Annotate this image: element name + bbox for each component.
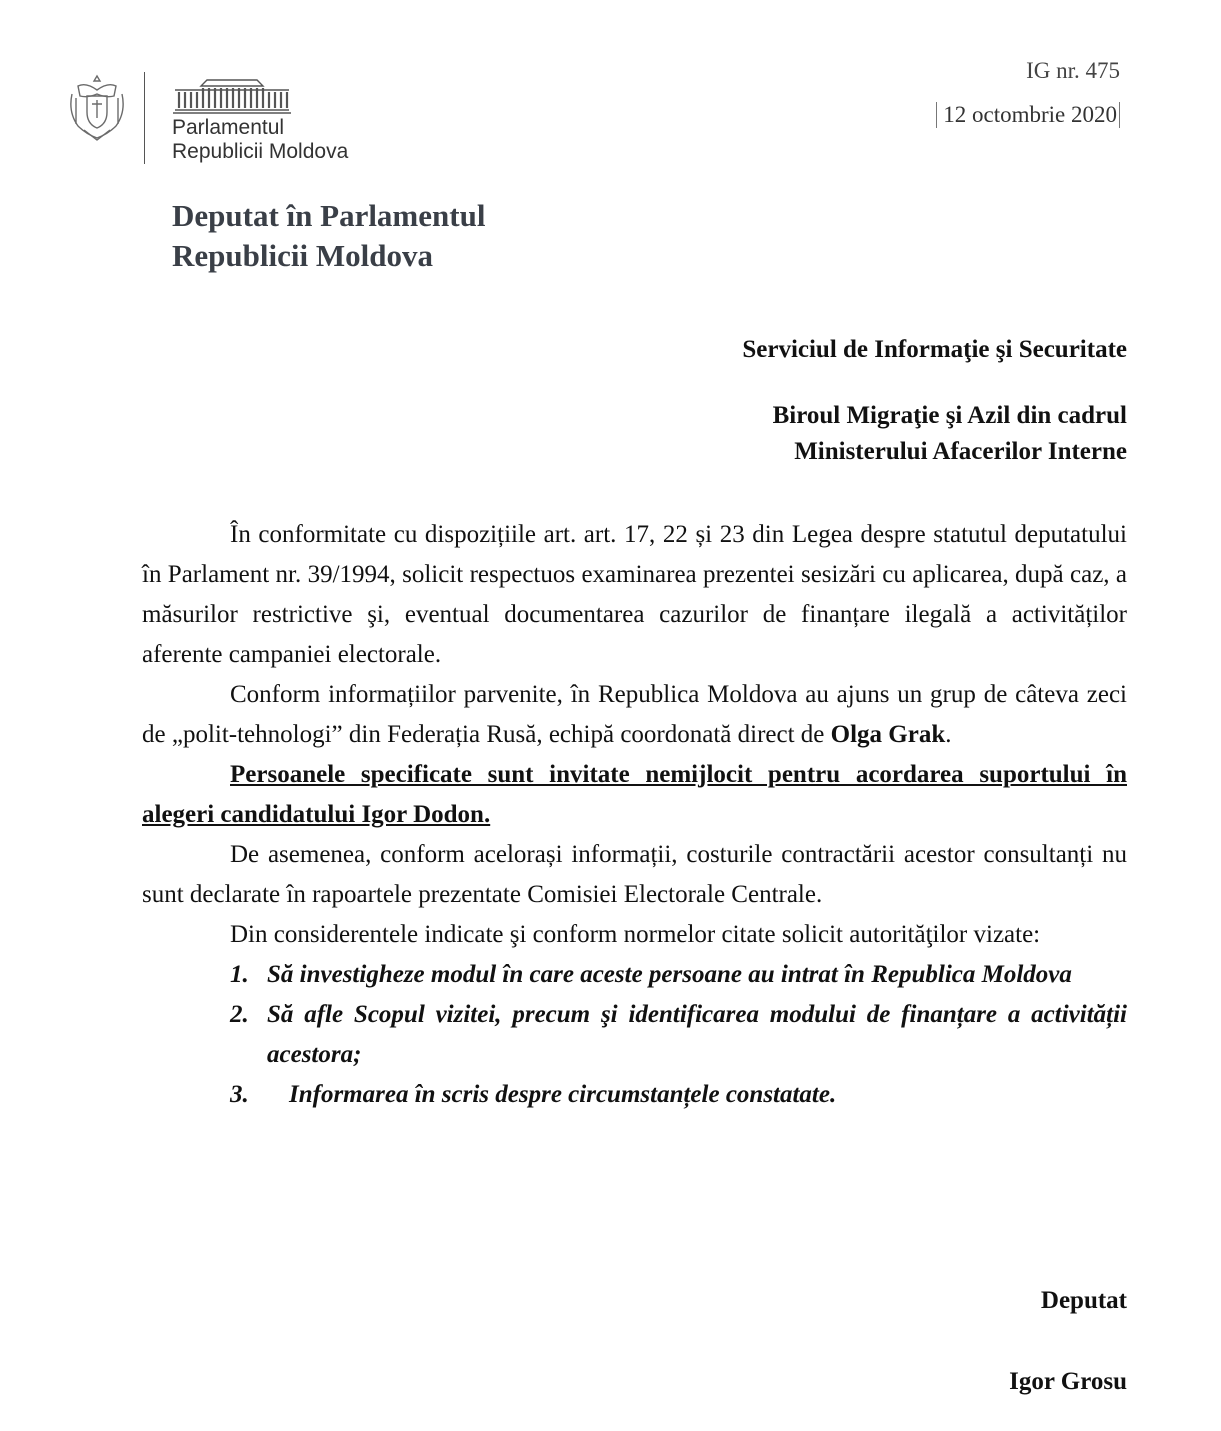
paragraph-legal-basis: În conformitate cu dispozițiile art. art. 17, 22 și 23 din Legea despre statutul deputatului în Parlament nr. 39/1994, solicit respectuos examinarea prezentei sesizări cu aplicarea, după caz, a măsurilor restrictive şi, eventual documentarea cazurilor de finanțare ilegală a activităților aferente campaniei electorale. bbox=[142, 521, 1127, 668]
recipient-sis: Serviciul de Informaţie şi Securitate bbox=[742, 336, 1127, 363]
organization-name bbox=[172, 116, 348, 164]
paragraph-costs: De asemenea, conform acelorași informații, costurile contractării acestor consultanți nu sunt declarate în rapoartele prezentate Comisiei Electorale Centrale. bbox=[142, 841, 1127, 908]
list-item bbox=[230, 1075, 1127, 1115]
reference-number: IG nr. 475 bbox=[1026, 58, 1120, 83]
header-divider bbox=[144, 72, 145, 164]
recipient-bma bbox=[773, 398, 1127, 470]
request-list bbox=[142, 955, 1127, 1115]
heading-line1: Deputat în Parlamentul bbox=[172, 198, 486, 233]
paragraph-emphasis: Persoanele specificate sunt invitate nemijlocit pentru acordarea suportului în alegeri candidatului Igor Dodon. bbox=[142, 761, 1127, 828]
list-item-text: Informarea în scris despre circumstanțele constatate. bbox=[289, 1081, 837, 1108]
list-item bbox=[230, 995, 1127, 1075]
list-item bbox=[230, 955, 1127, 995]
list-item-text: Să investigheze modul în care aceste persoane au intrat în Republica Moldova bbox=[267, 961, 1072, 988]
heading-line2: Republicii Moldova bbox=[172, 238, 433, 273]
paragraph-information-text: Conform informațiilor parvenite, în Republica Moldova au ajuns un grup de câteva zeci de „polit-tehnologi” din Federația Rusă, echipă coordonată direct de bbox=[142, 681, 1127, 748]
paragraph-information bbox=[142, 675, 1127, 755]
document-date: 12 octombrie 2020 bbox=[936, 102, 1120, 128]
signature-title: Deputat bbox=[1040, 1287, 1127, 1314]
org-name-line2: Republicii Moldova bbox=[172, 140, 349, 163]
sender-heading bbox=[172, 196, 485, 276]
paragraph-request-intro: Din considerentele indicate şi conform normelor citate solicit autorităţilor vizate: bbox=[230, 921, 1041, 948]
coat-of-arms-icon bbox=[66, 72, 128, 146]
list-item-number: 1. bbox=[230, 961, 249, 988]
letter-body bbox=[142, 515, 1127, 1115]
list-item-text: Să afle Scopul vizitei, precum şi identificarea modului de finanțare a activității acestora; bbox=[267, 1001, 1127, 1068]
paragraph-information-end: . bbox=[945, 721, 952, 748]
parliament-building-icon bbox=[173, 74, 291, 114]
recipient-bma-line2: Ministerului Afacerilor Interne bbox=[794, 438, 1127, 465]
org-name-line1: Parlamentul bbox=[172, 116, 285, 139]
list-item-number: 2. bbox=[230, 1001, 249, 1028]
recipient-bma-line1: Biroul Migraţie şi Azil din cadrul bbox=[772, 402, 1127, 429]
coordinator-name: Olga Grak bbox=[830, 721, 946, 748]
list-item-number: 3. bbox=[230, 1081, 249, 1108]
signature-name: Igor Grosu bbox=[1009, 1368, 1127, 1395]
